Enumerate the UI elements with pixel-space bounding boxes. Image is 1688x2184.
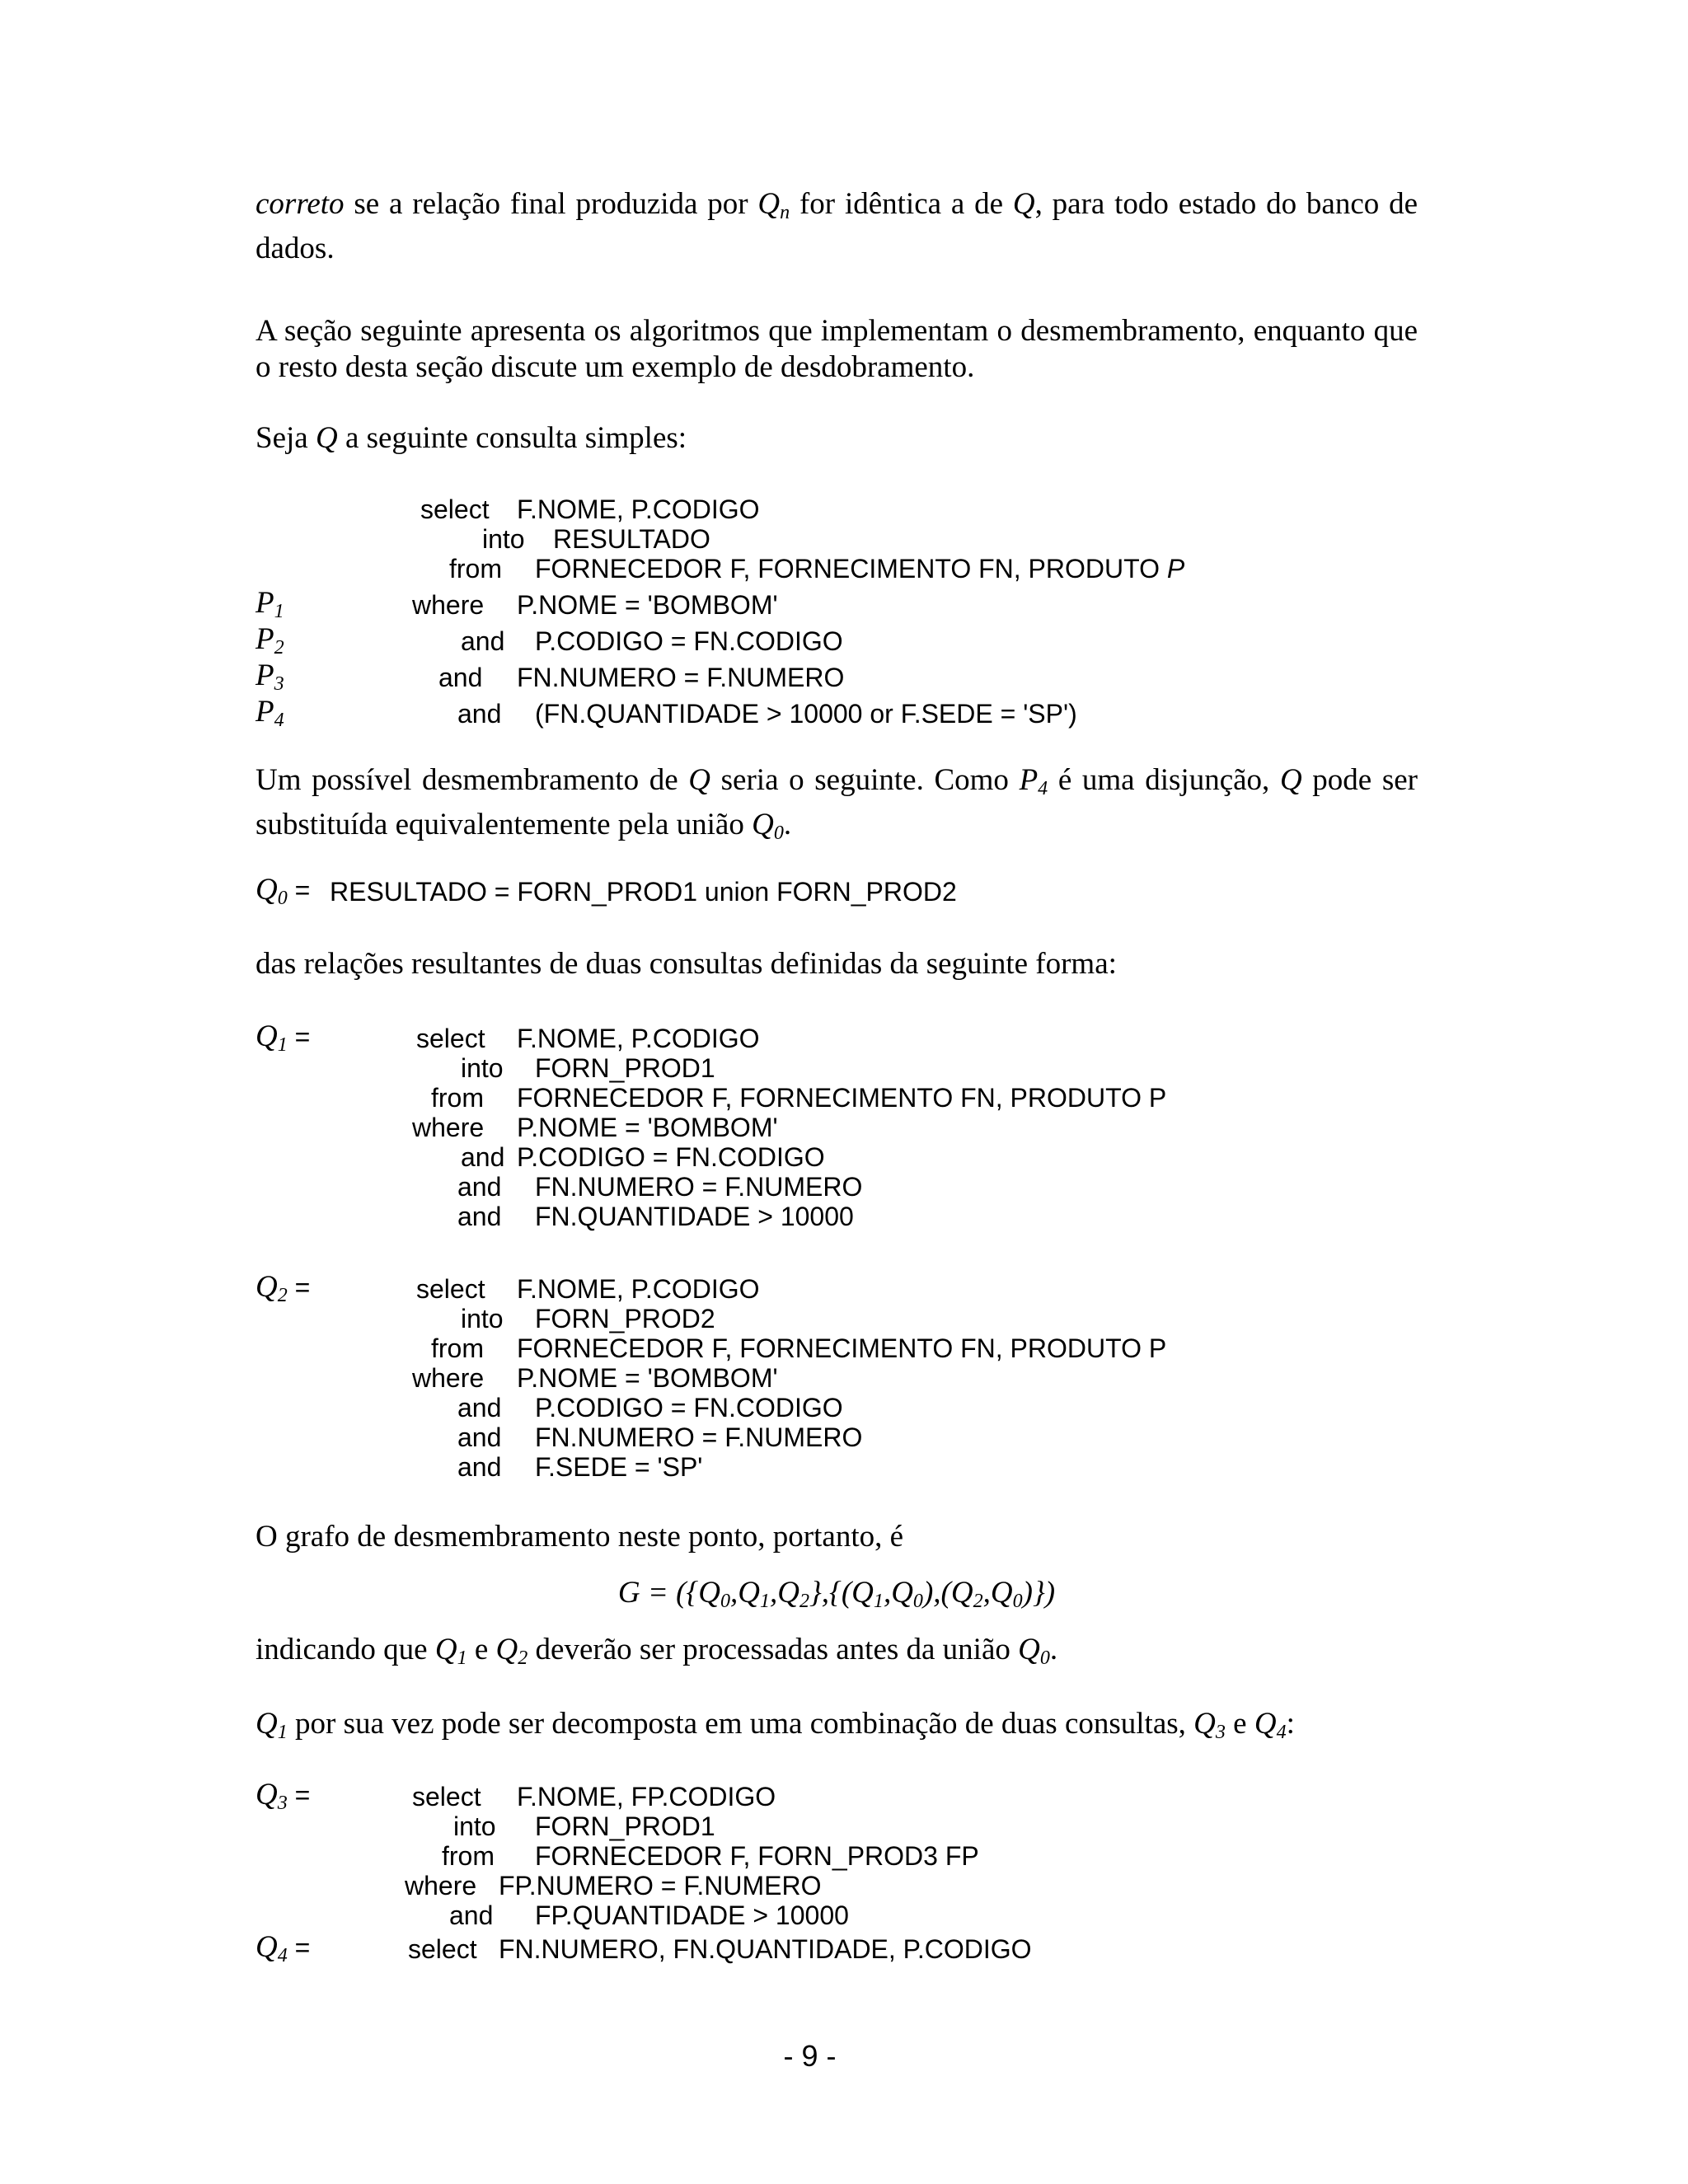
paragraph-seja-q: Seja Q a seguinte consulta simples: [256,421,687,455]
query-label: $Q_0$ [256,873,288,909]
predicate-label-p4: $P_4$ [256,695,284,731]
text: se a relação final produzida por [344,187,758,221]
predicate-label-p1: $P_1$ [256,586,284,622]
code-value: FORNECEDOR F, FORNECIMENTO FN, PRODUTO P [517,1333,1167,1363]
code-value: P.CODIGO = FN.CODIGO [517,1142,825,1172]
code-value: FORNECEDOR F, FORNECIMENTO FN, PRODUTO P [535,554,1185,583]
code-value: FN.NUMERO = F.NUMERO [535,1172,863,1202]
code-value: FORNECEDOR F, FORN_PROD3 FP [535,1841,979,1871]
code-value: FN.QUANTIDADE > 10000 [535,1202,854,1231]
code-value: (FN.QUANTIDADE > 10000 or F.SEDE = 'SP') [535,699,1077,729]
keyword-where: where [405,1871,477,1900]
symbol-q: Q [1012,187,1035,221]
keyword-and: and [457,699,502,729]
code-value: FN.NUMERO, FN.QUANTIDADE, P.CODIGO [499,1934,1032,1964]
keyword-where: where [412,1113,485,1142]
keyword-and: and [457,1172,502,1202]
code-value: F.NOME, P.CODIGO [517,1274,760,1304]
code-value: FP.NUMERO = F.NUMERO [499,1871,822,1900]
keyword-from: from [431,1083,484,1113]
query-label-q3: $Q_3$ = [256,1778,311,1814]
keyword-select: select [420,494,490,524]
predicate-label-p3: $P_3$ [256,658,284,695]
code-value: FORNECEDOR F, FORNECIMENTO FN, PRODUTO P [517,1083,1167,1113]
code-value: P.NOME = 'BOMBOM' [517,590,778,620]
code-value: FN.NUMERO = F.NUMERO [535,1422,863,1452]
symbol-q: $Q_n$ [757,187,790,223]
text: , para todo estado do banco de dados. [256,187,1418,265]
code-value: FN.NUMERO = F.NUMERO [517,663,845,692]
keyword-into: into [482,524,525,554]
query-label-q4: $Q_4$ = [256,1930,311,1966]
text-italic: correto [256,187,345,221]
keyword-and: and [457,1422,502,1452]
code-value: FORN_PROD1 [535,1811,715,1841]
code-value: F.NOME, P.CODIGO [517,494,760,524]
keyword-and: and [461,1142,505,1172]
paragraph-desmembramento: Um possível desmembramento de Q seria o seguinte. Como $P_4$ é uma disjunção, Q pode ser substituída equivalentemente pela união $Q_0$. [256,763,1418,844]
code-value: FORN_PROD1 [535,1053,715,1083]
keyword-from: from [431,1333,484,1363]
keyword-select: select [408,1934,477,1964]
keyword-and: and [438,663,483,692]
keyword-into: into [461,1304,504,1333]
keyword-select: select [416,1024,485,1053]
paragraph-correto [256,186,1418,267]
code-value: P.NOME = 'BOMBOM' [517,1113,778,1142]
keyword-from: from [442,1841,495,1871]
keyword-and: and [449,1900,494,1930]
code-value: RESULTADO [553,524,710,554]
code-value: P.CODIGO = FN.CODIGO [535,1393,843,1422]
query-label-q1: $Q_1$ = [256,1019,311,1056]
q0-definition: $Q_0$ = [256,873,311,909]
keyword-into: into [453,1811,496,1841]
code-value: P.CODIGO = FN.CODIGO [535,626,843,656]
code-value: FORN_PROD2 [535,1304,715,1333]
paragraph-indicando: indicando que $Q_1$ e $Q_2$ deverão ser processadas antes da união $Q_0$. [256,1633,1058,1669]
code-value: F.SEDE = 'SP' [535,1452,703,1482]
keyword-from: from [449,554,502,583]
page-number: - 9 - [783,2039,837,2073]
keyword-and: and [461,626,505,656]
keyword-select: select [412,1782,481,1811]
query-label-q2: $Q_2$ = [256,1270,311,1306]
code-value: F.NOME, P.CODIGO [517,1024,760,1053]
keyword-into: into [461,1053,504,1083]
keyword-and: and [457,1202,502,1231]
keyword-and: and [457,1452,502,1482]
keyword-and: and [457,1393,502,1422]
code-value: RESULTADO = FORN_PROD1 union FORN_PROD2 [330,877,957,907]
code-value: P.NOME = 'BOMBOM' [517,1363,778,1393]
paragraph-relacoes: das relações resultantes de duas consultas definidas da seguinte forma: [256,947,1117,981]
graph-formula: $G = (\{Q_0,Q_1,Q_2\},\{(Q_1,Q_0),(Q_2,Q_0)\})$ [617,1576,1056,1612]
text: for idêntica a de [790,187,1013,221]
keyword-where: where [412,1363,485,1393]
paragraph-decomposta: $Q_1$ por sua vez pode ser decomposta em uma combinação de duas consultas, $Q_3$ e $Q_4$: [256,1707,1295,1743]
paragraph-grafo: O grafo de desmembramento neste ponto, portanto, é [256,1520,904,1554]
code-value: FP.QUANTIDADE > 10000 [535,1900,849,1930]
code-value: F.NOME, FP.CODIGO [517,1782,776,1811]
paragraph-secao-seguinte: A seção seguinte apresenta os algoritmos que implementam o desmembramento, enquanto que o resto desta seção discute um exemplo de desdobramento. [256,314,1418,384]
predicate-label-p2: $P_2$ [256,622,284,658]
keyword-where: where [412,590,485,620]
symbol-q: Q [315,421,338,455]
keyword-select: select [416,1274,485,1304]
